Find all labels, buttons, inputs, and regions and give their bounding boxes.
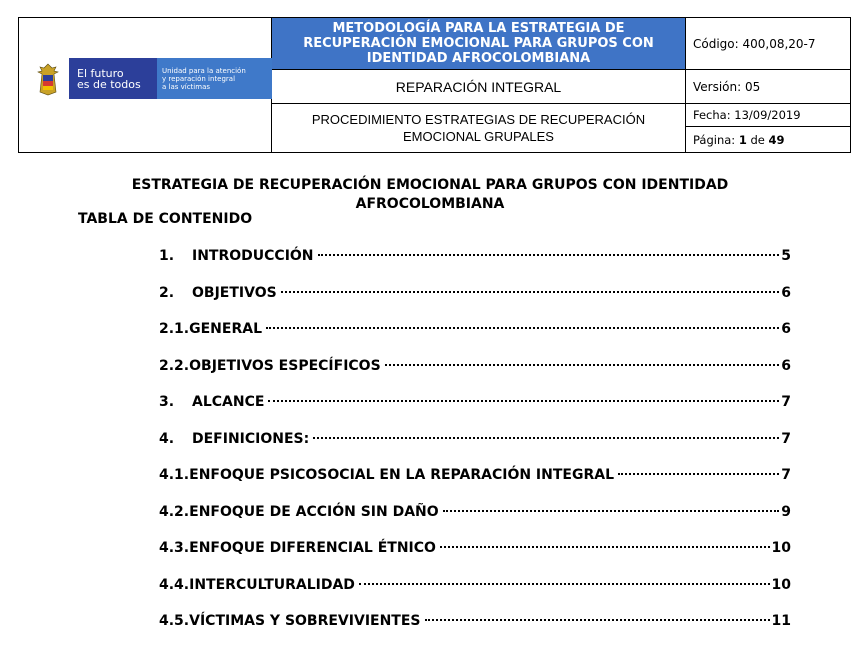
- toc-dot-leader: [266, 327, 779, 329]
- toc-entry-number: 4.4.: [159, 576, 190, 593]
- toc-dot-leader: [385, 364, 780, 366]
- unit-name: [157, 58, 272, 99]
- toc-dot-leader: [440, 546, 770, 548]
- page-of: de: [750, 132, 765, 147]
- unit-line-3: a las víctimas: [162, 82, 211, 91]
- toc-entry-number: 4.5.: [159, 613, 190, 629]
- toc-entry-page: 7: [781, 467, 791, 483]
- document-header: [18, 17, 851, 153]
- toc-entry-title: ENFOQUE PSICOSOCIAL EN LA REPARACIÓN INTEGRAL: [189, 467, 614, 483]
- future-slogan: [69, 58, 157, 99]
- page-label: Página:: [693, 132, 736, 147]
- methodology-title: METODOLOGÍA PARA LA ESTRATEGIA DE RECUPERACIÓN EMOCIONAL PARA GRUPOS CON IDENTIDAD AFROCOLOMBIANA: [272, 18, 686, 70]
- toc-entry-title: VÍCTIMAS Y SOBREVIVIENTES: [189, 613, 421, 629]
- unit-line-1: Unidad para la atención: [162, 66, 246, 75]
- toc-entry[interactable]: [159, 613, 791, 650]
- toc-entry-page: 6: [781, 357, 791, 374]
- document-title: ESTRATEGIA DE RECUPERACIÓN EMOCIONAL PARA GRUPOS CON IDENTIDAD AFROCOLOMBIANA: [131, 177, 729, 212]
- toc-entry-page: 7: [781, 394, 791, 410]
- page-indicator: [686, 127, 850, 152]
- toc-dot-leader: [359, 583, 770, 585]
- toc-entry-number: 4.3.: [159, 540, 190, 556]
- toc-entry-number: 3.: [159, 394, 175, 410]
- toc-entry[interactable]: [159, 577, 791, 614]
- procedure-name: PROCEDIMIENTO ESTRATEGIAS DE RECUPERACIÓN EMOCIONAL GRUPALES: [272, 104, 686, 152]
- future-line-2: es de todos: [77, 77, 141, 91]
- toc-entry[interactable]: [159, 358, 791, 395]
- table-of-contents: [159, 248, 791, 650]
- toc-entry-page: 10: [771, 576, 791, 593]
- toc-entry[interactable]: [159, 248, 791, 285]
- toc-entry-page: 6: [781, 321, 791, 337]
- toc-entry[interactable]: [159, 431, 791, 468]
- toc-entry-title: OBJETIVOS: [192, 284, 277, 301]
- toc-entry[interactable]: [159, 394, 791, 431]
- toc-entry-title: INTRODUCCIÓN: [192, 248, 314, 264]
- process-name: REPARACIÓN INTEGRAL: [272, 70, 686, 104]
- toc-entry[interactable]: [159, 504, 791, 541]
- toc-entry-number: 2.2.: [159, 357, 190, 374]
- logo-cell: [19, 18, 272, 152]
- document-version: Versión: 05: [686, 70, 850, 104]
- toc-entry[interactable]: [159, 467, 791, 504]
- toc-entry-title: ALCANCE: [192, 394, 265, 410]
- toc-entry-title: ENFOQUE DE ACCIÓN SIN DAÑO: [189, 503, 439, 520]
- toc-dot-leader: [443, 510, 780, 512]
- coat-of-arms-icon: [27, 58, 69, 99]
- toc-entry-number: 4.2.: [159, 503, 190, 520]
- toc-dot-leader: [268, 400, 779, 402]
- toc-entry-number: 2.: [159, 284, 175, 301]
- page-current: 1: [738, 132, 747, 147]
- toc-entry-title: GENERAL: [189, 321, 262, 337]
- toc-entry-page: 10: [771, 540, 791, 556]
- toc-dot-leader: [313, 437, 779, 439]
- toc-entry-title: INTERCULTURALIDAD: [189, 576, 355, 593]
- future-line-1: El futuro: [77, 66, 124, 80]
- unit-line-2: y reparación integral: [162, 74, 236, 83]
- logo-banner: [27, 58, 272, 99]
- toc-entry-page: 6: [781, 284, 791, 301]
- toc-entry-number: 4.1.: [159, 467, 190, 483]
- document-date: Fecha: 13/09/2019: [686, 104, 850, 127]
- toc-entry-number: 4.: [159, 430, 175, 447]
- toc-entry-page: 9: [781, 503, 791, 520]
- toc-entry[interactable]: [159, 540, 791, 577]
- toc-entry[interactable]: [159, 321, 791, 358]
- toc-entry-page: 11: [771, 613, 791, 629]
- toc-dot-leader: [425, 619, 770, 621]
- toc-entry-number: 2.1.: [159, 321, 190, 337]
- toc-entry-title: DEFINICIONES:: [192, 430, 310, 447]
- toc-entry-page: 5: [781, 248, 791, 264]
- page-total: 49: [768, 132, 785, 147]
- toc-dot-leader: [618, 473, 779, 475]
- toc-entry-title: OBJETIVOS ESPECÍFICOS: [189, 357, 381, 374]
- document-code: Código: 400,08,20-7: [686, 18, 850, 70]
- toc-dot-leader: [318, 254, 780, 256]
- toc-entry[interactable]: [159, 285, 791, 322]
- toc-entry-title: ENFOQUE DIFERENCIAL ÉTNICO: [189, 540, 436, 556]
- toc-entry-page: 7: [781, 430, 791, 447]
- toc-heading: TABLA DE CONTENIDO: [78, 211, 253, 227]
- toc-dot-leader: [281, 291, 780, 293]
- toc-entry-number: 1.: [159, 248, 175, 264]
